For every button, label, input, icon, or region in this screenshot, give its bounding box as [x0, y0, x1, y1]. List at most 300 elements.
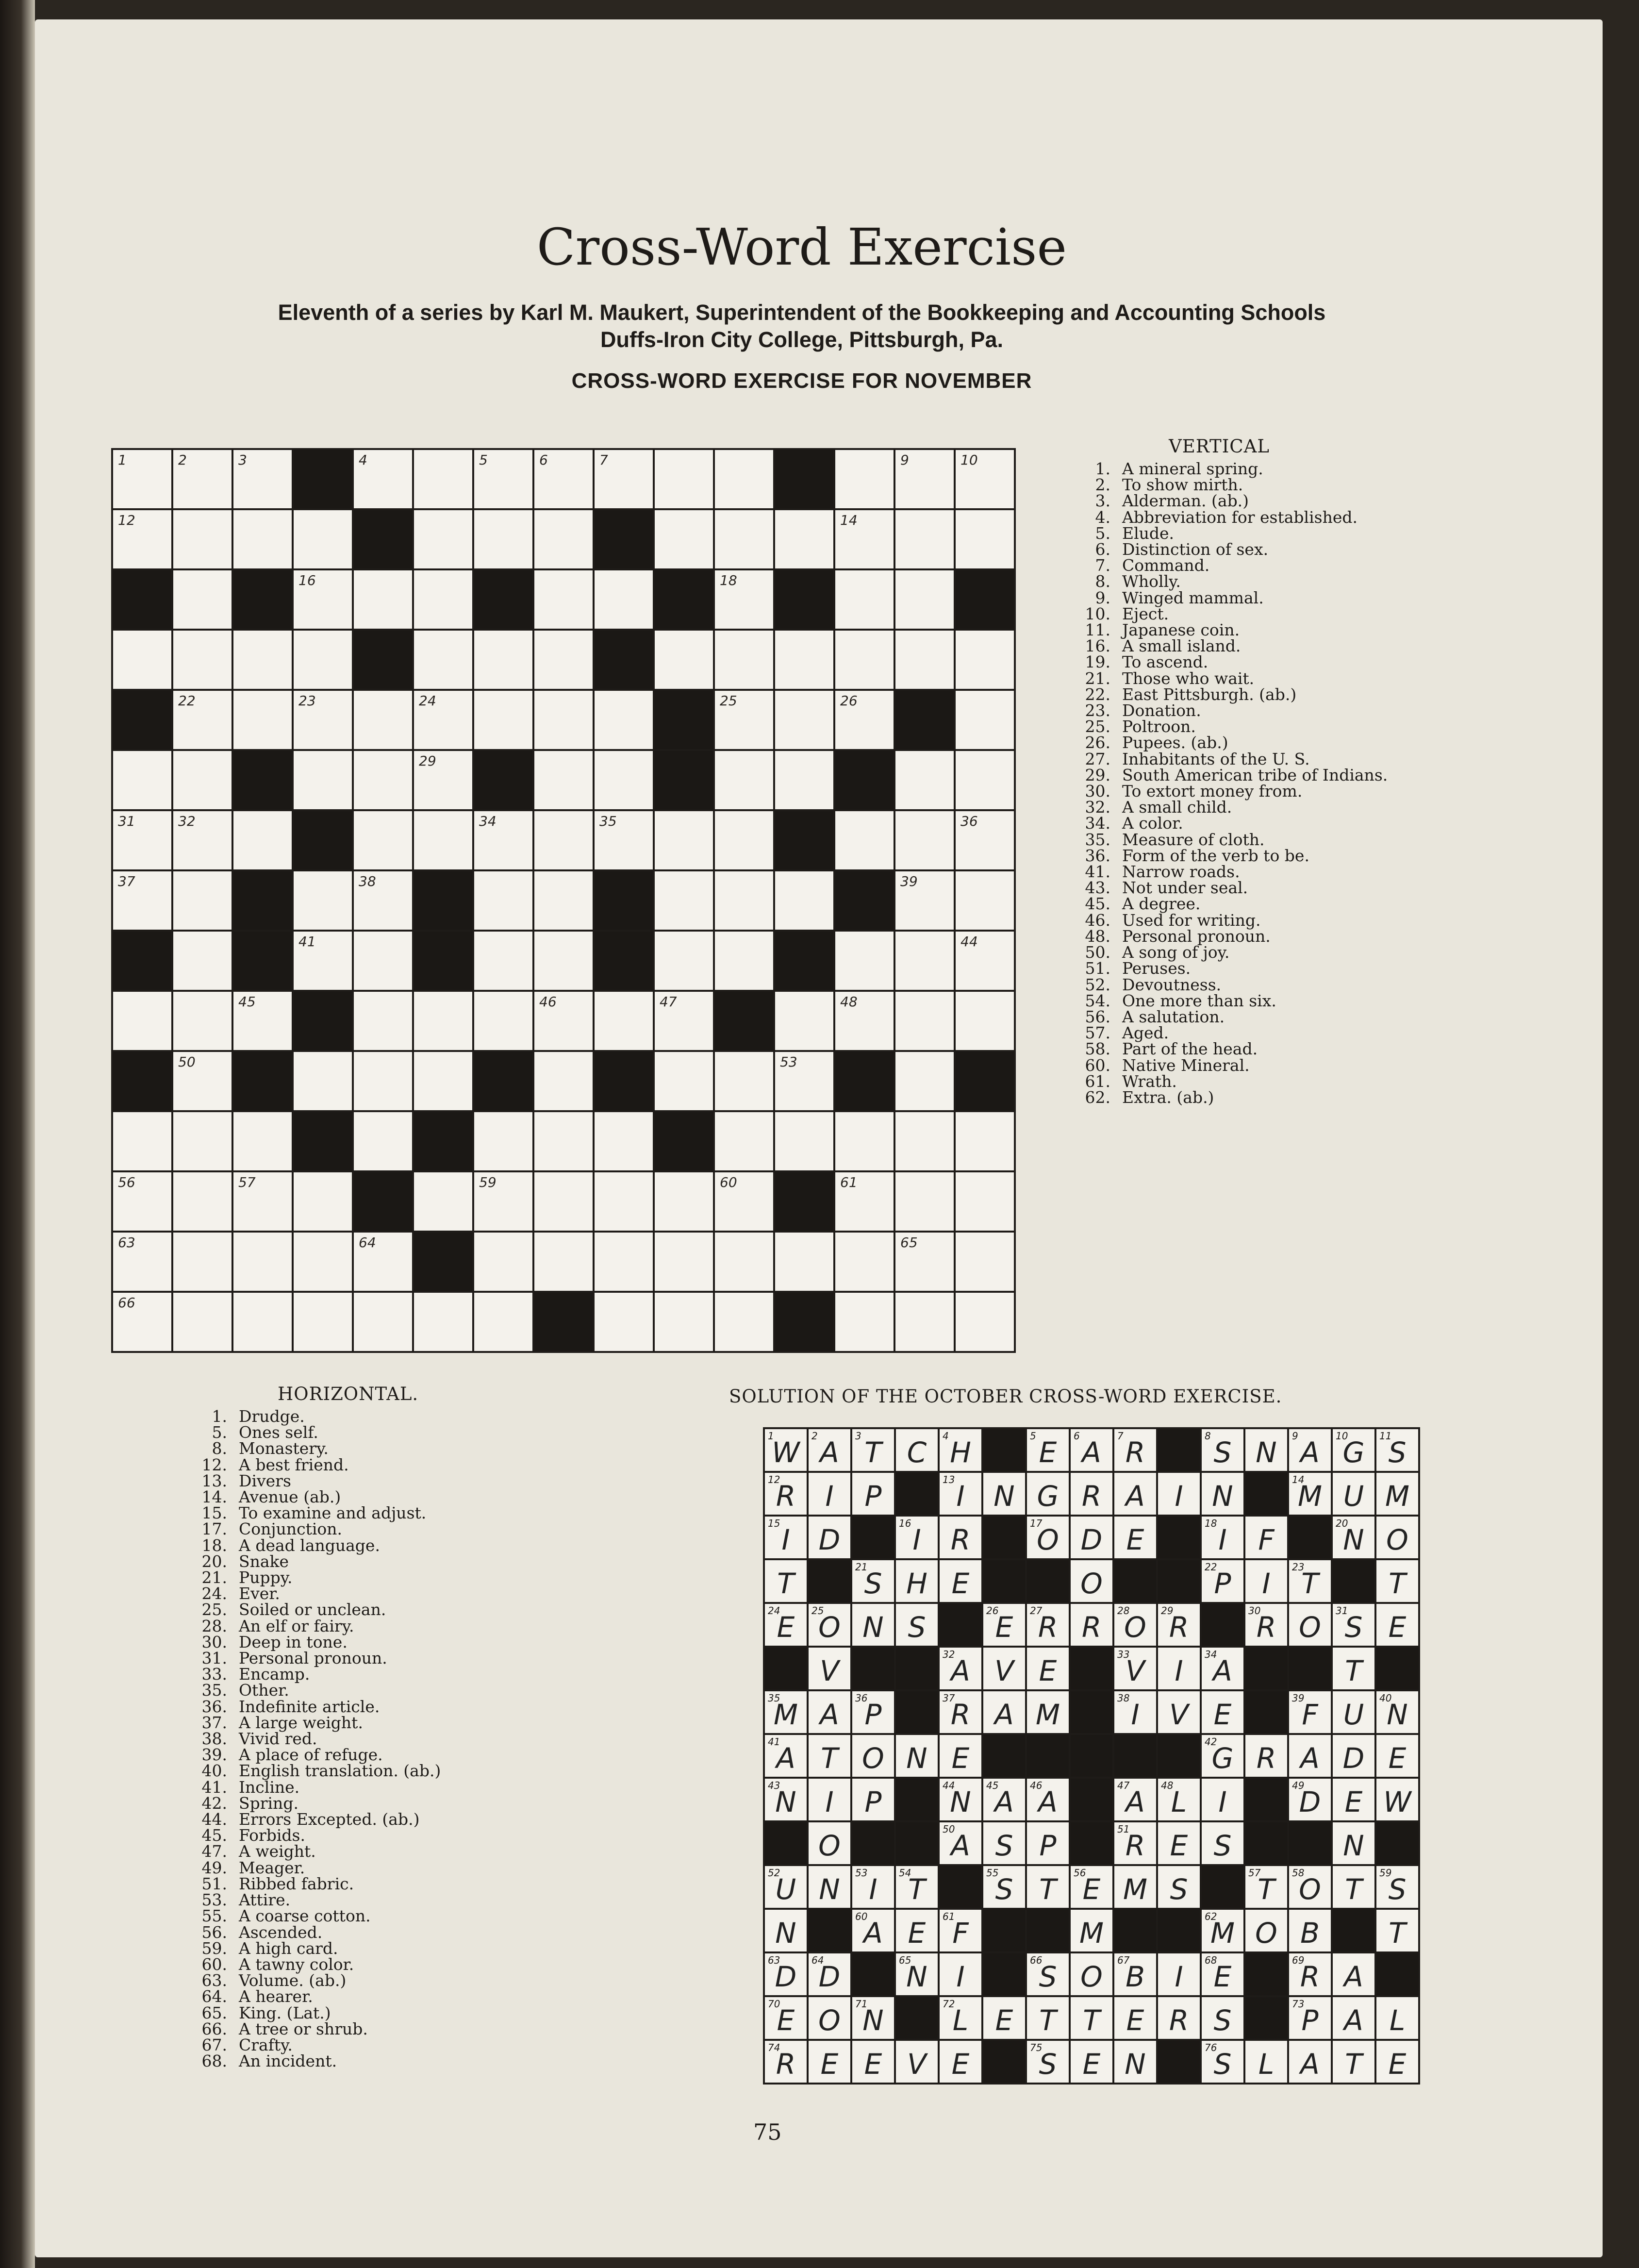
grid-cell[interactable] [655, 510, 713, 568]
grid-cell[interactable] [534, 1112, 593, 1170]
grid-cell[interactable] [715, 691, 773, 749]
grid-cell[interactable] [474, 1172, 532, 1231]
cell-number: 63 [118, 1234, 135, 1251]
solution-block [896, 1691, 938, 1733]
grid-cell[interactable] [775, 691, 833, 749]
clue-text: Winged mammal. [1122, 588, 1264, 607]
grid-cell[interactable] [173, 691, 232, 749]
solution-block [852, 1953, 894, 1995]
grid-block [294, 992, 352, 1050]
grid-cell[interactable] [294, 871, 352, 930]
grid-cell[interactable] [835, 1293, 894, 1351]
grid-cell[interactable] [655, 1052, 713, 1110]
solution-cell-number: 45 [986, 1780, 999, 1791]
grid-cell[interactable] [655, 450, 713, 508]
solution-cell-number: 22 [1205, 1561, 1217, 1573]
grid-cell[interactable] [534, 992, 593, 1050]
solution-letter: R [776, 2048, 796, 2081]
grid-cell[interactable] [895, 751, 954, 809]
grid-cell[interactable] [534, 871, 593, 930]
vertical-clue [1064, 928, 1549, 944]
solution-letter: N [1212, 1480, 1233, 1513]
grid-cell[interactable] [835, 932, 894, 990]
grid-cell[interactable] [835, 1233, 894, 1291]
solution-letter: O [1386, 1523, 1408, 1556]
horizontal-clue [181, 1908, 617, 1924]
grid-cell[interactable] [595, 1293, 653, 1351]
vertical-heading: VERTICAL [1169, 436, 1270, 457]
solution-letter: A [1213, 1654, 1232, 1687]
grid-block [414, 1233, 472, 1291]
grid-cell[interactable] [173, 992, 232, 1050]
grid-cell[interactable] [835, 510, 894, 568]
grid-cell[interactable] [414, 691, 472, 749]
grid-cell[interactable] [595, 691, 653, 749]
grid-cell[interactable] [113, 1112, 171, 1170]
grid-cell[interactable] [895, 631, 954, 689]
solution-cell [1376, 1560, 1418, 1602]
solution-block [1071, 1779, 1112, 1820]
grid-cell[interactable] [354, 871, 412, 930]
grid-cell[interactable] [534, 1052, 593, 1110]
grid-cell[interactable] [715, 450, 773, 508]
cell-number: 53 [780, 1054, 797, 1070]
solution-cell-number: 70 [768, 1998, 780, 2010]
solution-cell [1071, 1473, 1112, 1515]
grid-cell[interactable] [173, 811, 232, 869]
grid-cell[interactable] [956, 751, 1014, 809]
solution-cell [1245, 1910, 1287, 1951]
clue-text: A large weight. [239, 1713, 363, 1732]
solution-cell [1376, 1779, 1418, 1820]
clue-number: 3. [1095, 491, 1110, 511]
grid-cell[interactable] [655, 631, 713, 689]
clue-text: Encamp. [239, 1665, 310, 1684]
clue-number: 36. [201, 1697, 227, 1716]
clue-number: 65. [201, 2003, 227, 2022]
grid-cell[interactable] [414, 751, 472, 809]
grid-cell[interactable] [655, 1293, 713, 1351]
grid-cell[interactable] [775, 751, 833, 809]
grid-cell[interactable] [474, 811, 532, 869]
horizontal-clue [181, 1843, 617, 1859]
vertical-clue-list [1064, 461, 1549, 1105]
vertical-clue [1064, 912, 1549, 928]
grid-cell[interactable] [474, 1233, 532, 1291]
clue-text: To ascend. [1122, 652, 1209, 672]
solution-cell [809, 1997, 850, 2039]
cell-number: 38 [359, 873, 376, 889]
solution-cell-number: 23 [1292, 1561, 1305, 1573]
grid-cell[interactable] [595, 570, 653, 629]
grid-cell[interactable] [173, 510, 232, 568]
grid-cell[interactable] [354, 811, 412, 869]
solution-cell-number: 50 [943, 1823, 955, 1835]
clue-text: Donation. [1122, 701, 1201, 720]
grid-cell[interactable] [354, 1233, 412, 1291]
grid-block [595, 932, 653, 990]
grid-cell[interactable] [956, 992, 1014, 1050]
solution-letter: I [1175, 1960, 1183, 1993]
grid-cell[interactable] [233, 691, 292, 749]
grid-cell[interactable] [294, 1172, 352, 1231]
grid-cell[interactable] [895, 1172, 954, 1231]
grid-cell[interactable] [354, 751, 412, 809]
grid-cell[interactable] [775, 1112, 833, 1170]
grid-cell[interactable] [294, 570, 352, 629]
grid-cell[interactable] [956, 1112, 1014, 1170]
grid-cell[interactable] [173, 1172, 232, 1231]
grid-cell[interactable] [233, 631, 292, 689]
grid-cell[interactable] [474, 1293, 532, 1351]
grid-cell[interactable] [354, 992, 412, 1050]
grid-cell[interactable] [715, 631, 773, 689]
solution-letter: E [1126, 2004, 1144, 2037]
solution-letter: S [908, 1611, 926, 1644]
solution-letter: V [907, 2048, 927, 2081]
clue-text: An incident. [239, 2051, 337, 2071]
horizontal-clue [181, 1505, 617, 1521]
grid-cell[interactable] [414, 811, 472, 869]
clue-number: 26. [1085, 733, 1110, 752]
grid-cell[interactable] [474, 631, 532, 689]
grid-cell[interactable] [715, 1112, 773, 1170]
solution-letter: M [1123, 1873, 1148, 1906]
grid-cell[interactable] [655, 932, 713, 990]
grid-cell[interactable] [474, 510, 532, 568]
solution-cell [1376, 1429, 1418, 1471]
grid-block [414, 871, 472, 930]
grid-cell[interactable] [294, 691, 352, 749]
grid-block [956, 1052, 1014, 1110]
grid-cell[interactable] [113, 992, 171, 1050]
grid-cell[interactable] [354, 1112, 412, 1170]
grid-cell[interactable] [835, 992, 894, 1050]
grid-cell[interactable] [233, 1233, 292, 1291]
grid-cell[interactable] [233, 992, 292, 1050]
grid-cell[interactable] [715, 1293, 773, 1351]
solution-cell-number: 38 [1117, 1692, 1130, 1704]
clue-number: 64. [201, 1987, 227, 2006]
grid-cell[interactable] [173, 570, 232, 629]
grid-cell[interactable] [775, 631, 833, 689]
grid-cell[interactable] [294, 932, 352, 990]
grid-cell[interactable] [474, 691, 532, 749]
grid-cell[interactable] [895, 871, 954, 930]
grid-cell[interactable] [655, 1233, 713, 1291]
grid-cell[interactable] [414, 631, 472, 689]
grid-cell[interactable] [895, 1112, 954, 1170]
grid-cell[interactable] [715, 811, 773, 869]
grid-cell[interactable] [775, 1052, 833, 1110]
solution-letter: N [862, 2004, 884, 2037]
solution-letter: S [1213, 1436, 1232, 1469]
grid-cell[interactable] [294, 510, 352, 568]
grid-cell[interactable] [354, 450, 412, 508]
solution-block [1245, 1997, 1287, 2039]
grid-cell[interactable] [414, 1172, 472, 1231]
clue-text: A high card. [239, 1938, 338, 1958]
solution-block [1071, 1648, 1112, 1689]
solution-cell [809, 1779, 850, 1820]
solution-letter: U [775, 1873, 796, 1906]
solution-cell-number: 64 [811, 1954, 824, 1966]
grid-cell[interactable] [414, 992, 472, 1050]
solution-block [983, 1560, 1025, 1602]
grid-cell[interactable] [715, 570, 773, 629]
horizontal-clue [181, 2037, 617, 2053]
solution-block [983, 1910, 1025, 1951]
horizontal-clue [181, 1489, 617, 1505]
grid-cell[interactable] [173, 1293, 232, 1351]
solution-letter: N [775, 1917, 796, 1950]
grid-cell[interactable] [414, 510, 472, 568]
grid-cell[interactable] [715, 932, 773, 990]
grid-cell[interactable] [354, 1052, 412, 1110]
grid-cell[interactable] [655, 811, 713, 869]
grid-cell[interactable] [113, 871, 171, 930]
grid-cell[interactable] [173, 1052, 232, 1110]
grid-cell[interactable] [956, 450, 1014, 508]
grid-cell[interactable] [655, 1172, 713, 1231]
grid-cell[interactable] [534, 932, 593, 990]
grid-cell[interactable] [835, 450, 894, 508]
solution-cell [896, 1429, 938, 1471]
grid-cell[interactable] [715, 1233, 773, 1291]
grid-cell[interactable] [835, 570, 894, 629]
clue-number: 36. [1085, 846, 1110, 865]
clue-text: A degree. [1122, 894, 1201, 914]
solution-cell [1376, 1910, 1418, 1951]
solution-letter: U [1343, 1480, 1364, 1513]
grid-cell[interactable] [173, 751, 232, 809]
solution-cell-number: 27 [1030, 1605, 1043, 1617]
grid-cell[interactable] [173, 1112, 232, 1170]
grid-cell[interactable] [534, 691, 593, 749]
grid-cell[interactable] [233, 1112, 292, 1170]
clue-text: A color. [1122, 814, 1183, 833]
grid-cell[interactable] [233, 510, 292, 568]
grid-cell[interactable] [233, 450, 292, 508]
grid-cell[interactable] [534, 811, 593, 869]
solution-cell [765, 2041, 807, 2083]
vertical-clues [1064, 436, 1549, 1105]
grid-cell[interactable] [835, 691, 894, 749]
solution-letter: E [1039, 1436, 1057, 1469]
grid-cell[interactable] [956, 871, 1014, 930]
grid-cell[interactable] [534, 631, 593, 689]
solution-letter: R [1169, 2004, 1189, 2037]
grid-cell[interactable] [233, 811, 292, 869]
clue-text: Eject. [1122, 604, 1169, 623]
grid-cell[interactable] [354, 1293, 412, 1351]
grid-cell[interactable] [294, 1052, 352, 1110]
clue-text: Puppy. [239, 1568, 293, 1587]
grid-cell[interactable] [294, 1233, 352, 1291]
cell-number: 32 [178, 813, 196, 829]
grid-cell[interactable] [655, 992, 713, 1050]
grid-cell[interactable] [895, 570, 954, 629]
grid-cell[interactable] [956, 510, 1014, 568]
grid-cell[interactable] [715, 1052, 773, 1110]
cell-number: 4 [359, 452, 367, 468]
grid-cell[interactable] [775, 871, 833, 930]
solution-cell-number: 49 [1292, 1780, 1305, 1791]
grid-cell[interactable] [414, 1052, 472, 1110]
grid-cell[interactable] [595, 992, 653, 1050]
grid-cell[interactable] [354, 570, 412, 629]
clue-number: 19. [1085, 652, 1110, 672]
grid-cell[interactable] [294, 631, 352, 689]
grid-cell[interactable] [895, 510, 954, 568]
grid-cell[interactable] [534, 1233, 593, 1291]
solution-block [852, 1648, 894, 1689]
grid-cell[interactable] [474, 871, 532, 930]
grid-cell[interactable] [173, 450, 232, 508]
clue-number: 15. [201, 1503, 227, 1523]
grid-cell[interactable] [414, 450, 472, 508]
grid-cell[interactable] [294, 751, 352, 809]
grid-cell[interactable] [173, 871, 232, 930]
grid-cell[interactable] [534, 1172, 593, 1231]
clue-text: Crafty. [239, 2035, 293, 2054]
grid-cell[interactable] [113, 751, 171, 809]
solution-letter: M [1210, 1917, 1235, 1950]
solution-letter: I [825, 1785, 834, 1818]
solution-cell [940, 1648, 981, 1689]
solution-cell [1158, 1866, 1200, 1908]
solution-block [1202, 1604, 1243, 1646]
grid-cell[interactable] [173, 1233, 232, 1291]
grid-cell[interactable] [414, 1293, 472, 1351]
grid-cell[interactable] [534, 510, 593, 568]
grid-cell[interactable] [233, 1172, 292, 1231]
grid-cell[interactable] [775, 510, 833, 568]
grid-cell[interactable] [534, 751, 593, 809]
solution-letter: N [906, 1960, 927, 1993]
grid-cell[interactable] [956, 1172, 1014, 1231]
clue-text: Divers [239, 1471, 291, 1490]
grid-cell[interactable] [113, 1233, 171, 1291]
solution-cell [1289, 1429, 1331, 1471]
cell-number: 48 [840, 994, 858, 1010]
grid-cell[interactable] [113, 631, 171, 689]
grid-cell[interactable] [715, 751, 773, 809]
solution-cell [1333, 1779, 1374, 1820]
grid-cell[interactable] [835, 811, 894, 869]
vertical-clue [1064, 686, 1549, 702]
grid-cell[interactable] [956, 631, 1014, 689]
grid-cell[interactable] [835, 631, 894, 689]
grid-cell[interactable] [474, 1112, 532, 1170]
grid-cell[interactable] [534, 450, 593, 508]
grid-cell[interactable] [595, 1112, 653, 1170]
clue-number: 5. [1095, 523, 1110, 543]
grid-cell[interactable] [835, 1112, 894, 1170]
grid-cell[interactable] [113, 450, 171, 508]
solution-letter: N [1387, 1698, 1408, 1731]
vertical-clue [1064, 864, 1549, 880]
grid-cell[interactable] [895, 450, 954, 508]
grid-cell[interactable] [895, 1233, 954, 1291]
solution-letter: M [1079, 1917, 1104, 1950]
grid-cell[interactable] [474, 932, 532, 990]
clue-text: Snake [239, 1551, 289, 1571]
grid-cell[interactable] [715, 510, 773, 568]
grid-cell[interactable] [474, 450, 532, 508]
grid-cell[interactable] [956, 932, 1014, 990]
grid-cell[interactable] [715, 871, 773, 930]
grid-cell[interactable] [173, 932, 232, 990]
grid-cell[interactable] [595, 1233, 653, 1291]
solution-cell [1333, 1604, 1374, 1646]
grid-cell[interactable] [895, 811, 954, 869]
solution-letter: I [825, 1480, 834, 1513]
grid-cell[interactable] [895, 932, 954, 990]
grid-cell[interactable] [835, 1172, 894, 1231]
grid-cell[interactable] [895, 1293, 954, 1351]
solution-letter: I [956, 1960, 965, 1993]
solution-block [1376, 1648, 1418, 1689]
grid-cell[interactable] [474, 992, 532, 1050]
solution-cell-number: 36 [855, 1692, 868, 1704]
grid-cell[interactable] [775, 992, 833, 1050]
clue-text: Distinction of sex. [1122, 540, 1269, 559]
horizontal-clue [181, 2005, 617, 2021]
horizontal-clue [181, 1424, 617, 1440]
horizontal-clue [181, 1521, 617, 1537]
grid-cell[interactable] [895, 992, 954, 1050]
grid-cell[interactable] [294, 1293, 352, 1351]
october-solution-grid [763, 1427, 1420, 2085]
grid-cell[interactable] [113, 811, 171, 869]
grid-cell[interactable] [354, 932, 412, 990]
grid-cell[interactable] [775, 1233, 833, 1291]
solution-cell [765, 1560, 807, 1602]
grid-cell[interactable] [233, 1293, 292, 1351]
horizontal-clue [181, 1618, 617, 1634]
solution-letter: B [1300, 1917, 1320, 1950]
solution-cell [896, 1560, 938, 1602]
grid-cell[interactable] [113, 510, 171, 568]
grid-cell[interactable] [113, 1293, 171, 1351]
grid-cell[interactable] [715, 1172, 773, 1231]
grid-cell[interactable] [595, 751, 653, 809]
solution-cell [940, 1910, 981, 1951]
grid-cell[interactable] [173, 631, 232, 689]
grid-cell[interactable] [956, 1293, 1014, 1351]
grid-cell[interactable] [895, 1052, 954, 1110]
grid-cell[interactable] [534, 570, 593, 629]
solution-cell-number: 67 [1117, 1954, 1130, 1966]
cell-number: 34 [479, 813, 497, 829]
solution-cell [1071, 1517, 1112, 1558]
solution-cell [1202, 1429, 1243, 1471]
grid-cell[interactable] [956, 1233, 1014, 1291]
grid-cell[interactable] [956, 811, 1014, 869]
clue-text: Monastery. [239, 1439, 329, 1458]
grid-cell[interactable] [655, 871, 713, 930]
grid-cell[interactable] [595, 450, 653, 508]
grid-cell[interactable] [414, 570, 472, 629]
grid-cell[interactable] [956, 691, 1014, 749]
solution-cell [1071, 1910, 1112, 1951]
grid-cell[interactable] [354, 691, 412, 749]
solution-cell-number: 7 [1117, 1430, 1124, 1442]
grid-cell[interactable] [595, 811, 653, 869]
grid-cell[interactable] [595, 1172, 653, 1231]
grid-cell[interactable] [113, 1172, 171, 1231]
